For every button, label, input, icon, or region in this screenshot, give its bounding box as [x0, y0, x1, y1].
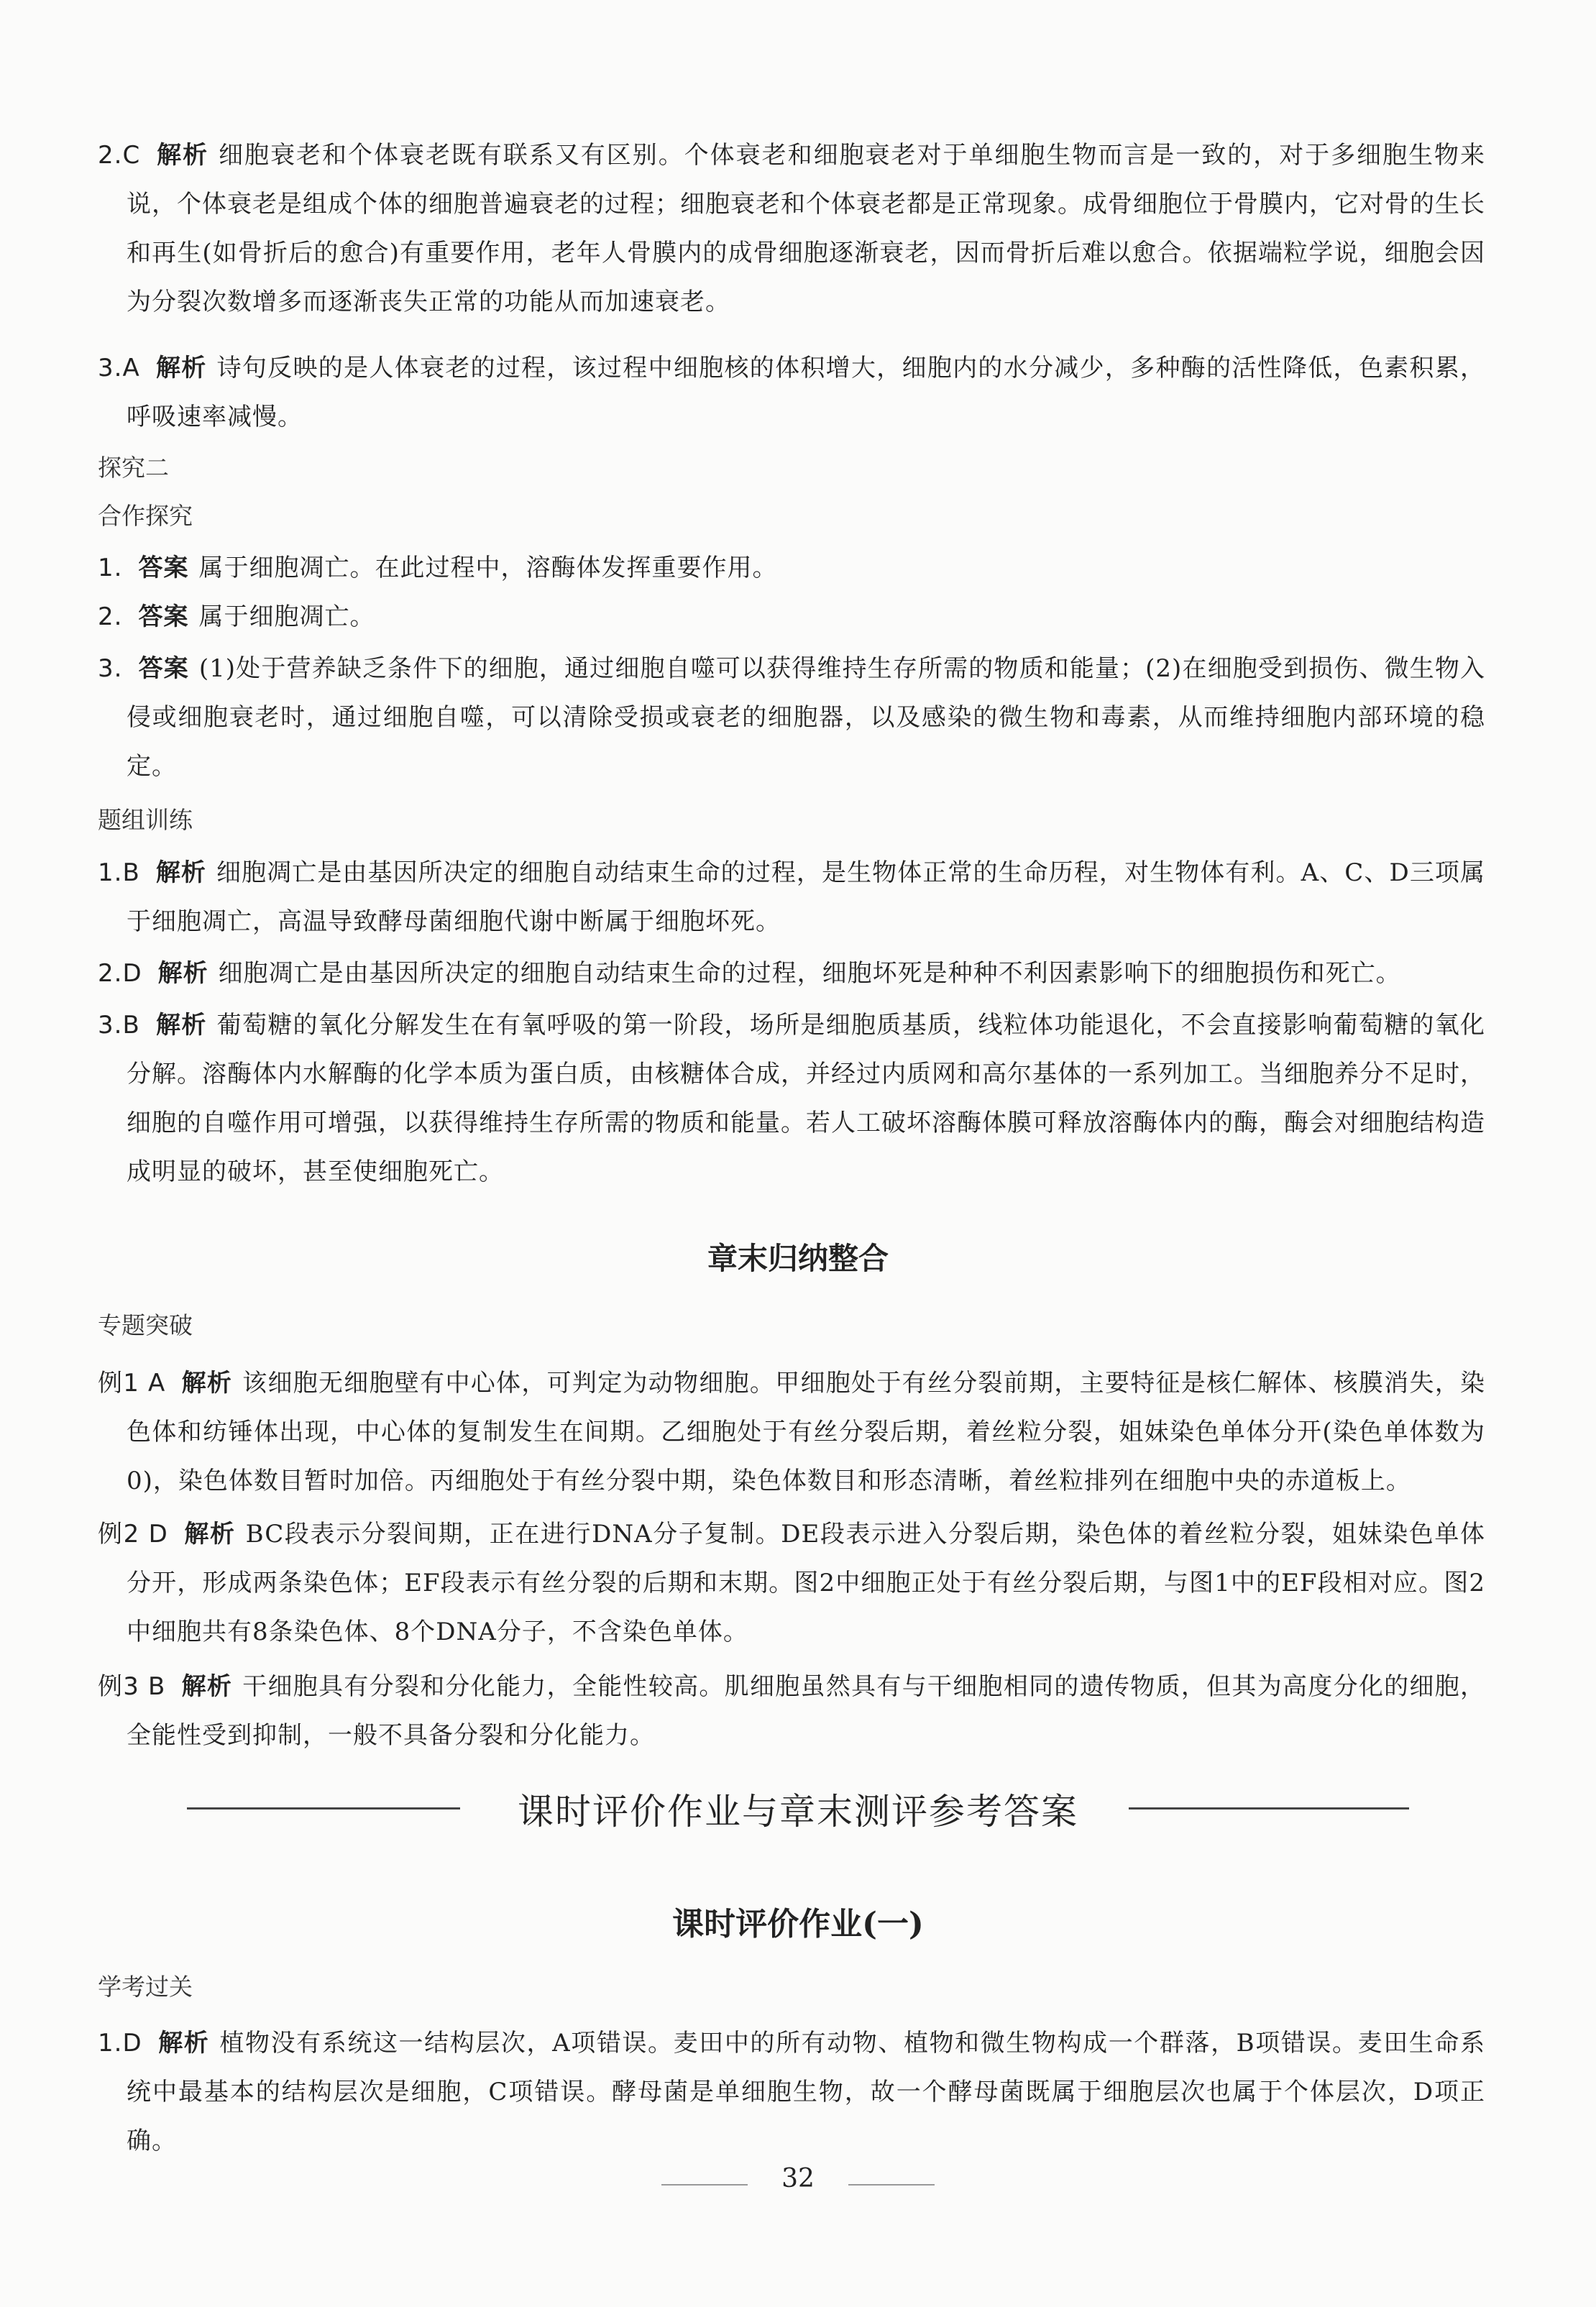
example-1 — [98, 1359, 1485, 1505]
answer-label: 答案 — [138, 554, 189, 582]
heading-exam-pass: 学考过关 — [98, 1973, 193, 2001]
item-text: 葡萄糖的氧化分解发生在有氧呼吸的第一阶段，场所是细胞质基质，线粒体功能退化，不会直接影响葡萄糖的氧化分解。溶酶体内水解酶的化学本质为蛋白质，由核糖体合成，并经过内质网和高尔基体的一系列加工。当细胞养分不足时，细胞的自噬作用可增强，以获得维持生存所需的物质和能量。若人工破坏溶酶体膜可释放溶酶体内的酶，酶会对细胞结构造成明显的破坏，甚至使细胞死亡。 — [127, 1011, 1486, 1186]
page-number: 32 — [781, 2164, 815, 2193]
chapter-summary-title: 章末归纳整合 — [707, 1241, 889, 1276]
item-number: 3. — [98, 654, 123, 683]
item-number: 2. — [98, 602, 123, 631]
item-number: 1.D — [98, 2029, 142, 2058]
answer-2c — [98, 131, 1485, 326]
example-3 — [98, 1662, 1485, 1760]
homework-1-title: 课时评价作业(一) — [672, 1906, 924, 1943]
heading-group-training: 题组训练 — [98, 806, 193, 834]
item-number: 1. — [98, 554, 123, 582]
analysis-label: 解析 — [183, 1520, 236, 1549]
answer-b2 — [98, 592, 1485, 641]
answer-label: 答案 — [138, 654, 189, 683]
item-number: 3.B — [98, 1011, 140, 1040]
item-text: 属于细胞凋亡。 — [198, 602, 375, 631]
item-number: 2.C — [98, 141, 141, 170]
item-text: 属于细胞凋亡。在此过程中，溶酶体发挥重要作用。 — [198, 554, 778, 582]
analysis-label: 解析 — [181, 1369, 233, 1398]
analysis-label: 解析 — [155, 858, 207, 887]
banner-title: 课时评价作业与章末测评参考答案 — [518, 1791, 1078, 1833]
item-text: 细胞凋亡是由基因所决定的细胞自动结束生命的过程，细胞坏死是种种不利因素影响下的细胞损伤和死亡。 — [218, 959, 1401, 988]
item-text: 细胞衰老和个体衰老既有联系又有区别。个体衰老和细胞衰老对于单细胞生物而言是一致的，对于多细胞生物来说，个体衰老是组成个体的细胞普遍衰老的过程；细胞衰老和个体衰老都是正常现象。成骨细胞位于骨膜内，它对骨的生长和再生(如骨折后的愈合)有重要作用，老年人骨膜内的成骨细胞逐渐衰老，因而骨折后难以愈合。依据端粒学说，细胞会因为分裂次数增多而逐渐丧失正常的功能从而加速衰老。 — [127, 141, 1486, 316]
analysis-label: 解析 — [155, 1011, 207, 1040]
heading-special-topic: 专题突破 — [98, 1311, 193, 1339]
analysis-label: 解析 — [157, 959, 208, 988]
item-text: 干细胞具有分裂和分化能力，全能性较高。肌细胞虽然具有与干细胞相同的遗传物质，但其为高度分化的细胞，全能性受到抑制，一般不具备分裂和分化能力。 — [127, 1672, 1486, 1750]
analysis-label: 解析 — [155, 354, 207, 382]
answer-f1 — [98, 2019, 1485, 2165]
item-text: 诗句反映的是人体衰老的过程，该过程中细胞核的体积增大，细胞内的水分减少，多种酶的活性降低，色素积累，呼吸速率减慢。 — [127, 354, 1486, 431]
footer-ornament-right — [848, 2184, 935, 2186]
item-text: 植物没有系统这一结构层次，A项错误。麦田中的所有动物、植物和微生物构成一个群落，B项错误。麦田生命系统中最基本的结构层次是细胞，C项错误。酵母菌是单细胞生物，故一个酵母菌既属于细胞层次也属于个体层次，D项正确。 — [127, 2029, 1485, 2155]
heading-cooperation: 合作探究 — [98, 502, 193, 530]
item-text: BC段表示分裂间期，正在进行DNA分子复制。DE段表示进入分裂后期，染色体的着丝粒分裂，姐妹染色单体分开，形成两条染色体；EF段表示有丝分裂的后期和末期。图2中细胞正处于有丝分裂后期，与图1中的EF段相对应。图2中细胞共有8条染色体、8个DNA分子，不含染色单体。 — [127, 1520, 1485, 1646]
item-text: 该细胞无细胞壁有中心体，可判定为动物细胞。甲细胞处于有丝分裂前期，主要特征是核仁解体、核膜消失，染色体和纺锤体出现，中心体的复制发生在间期。乙细胞处于有丝分裂后期，着丝粒分裂，姐妹染色单体分开(染色单体数为0)，染色体数目暂时加倍。丙细胞处于有丝分裂中期，染色体数目和形态清晰，着丝粒排列在细胞中央的赤道板上。 — [127, 1369, 1486, 1495]
answer-b3 — [98, 644, 1485, 791]
analysis-label: 解析 — [156, 141, 209, 170]
answer-3a — [98, 344, 1485, 441]
answer-label: 答案 — [138, 602, 189, 631]
item-text: 细胞凋亡是由基因所决定的细胞自动结束生命的过程，是生物体正常的生命历程，对生物体有利。A、C、D三项属于细胞凋亡，高温导致酵母菌细胞代谢中断属于细胞坏死。 — [127, 858, 1485, 936]
analysis-label: 解析 — [157, 2029, 210, 2058]
page-footer — [0, 2164, 1596, 2200]
item-number: 3.A — [98, 354, 140, 382]
heading-explore-2: 探究二 — [98, 454, 169, 482]
item-number: 1.B — [98, 858, 140, 887]
item-text: (1)处于营养缺乏条件下的细胞，通过细胞自噬可以获得维持生存所需的物质和能量；(2)在细胞受到损伤、微生物入侵或细胞衰老时，通过细胞自噬，可以清除受损或衰老的细胞器，以及感染的微生物和毒素，从而维持细胞内部环境的稳定。 — [127, 654, 1486, 781]
example-2 — [98, 1510, 1485, 1656]
item-number: 例3 B — [98, 1672, 166, 1701]
item-number: 例1 A — [98, 1369, 166, 1398]
analysis-label: 解析 — [181, 1672, 233, 1701]
answer-section-banner — [0, 1783, 1596, 1833]
answer-b1 — [98, 544, 1485, 592]
answer-c1 — [98, 848, 1485, 946]
item-number: 例2 D — [98, 1520, 168, 1549]
answer-c3 — [98, 1001, 1485, 1196]
item-number: 2.D — [98, 959, 142, 988]
answer-c2 — [98, 949, 1485, 998]
